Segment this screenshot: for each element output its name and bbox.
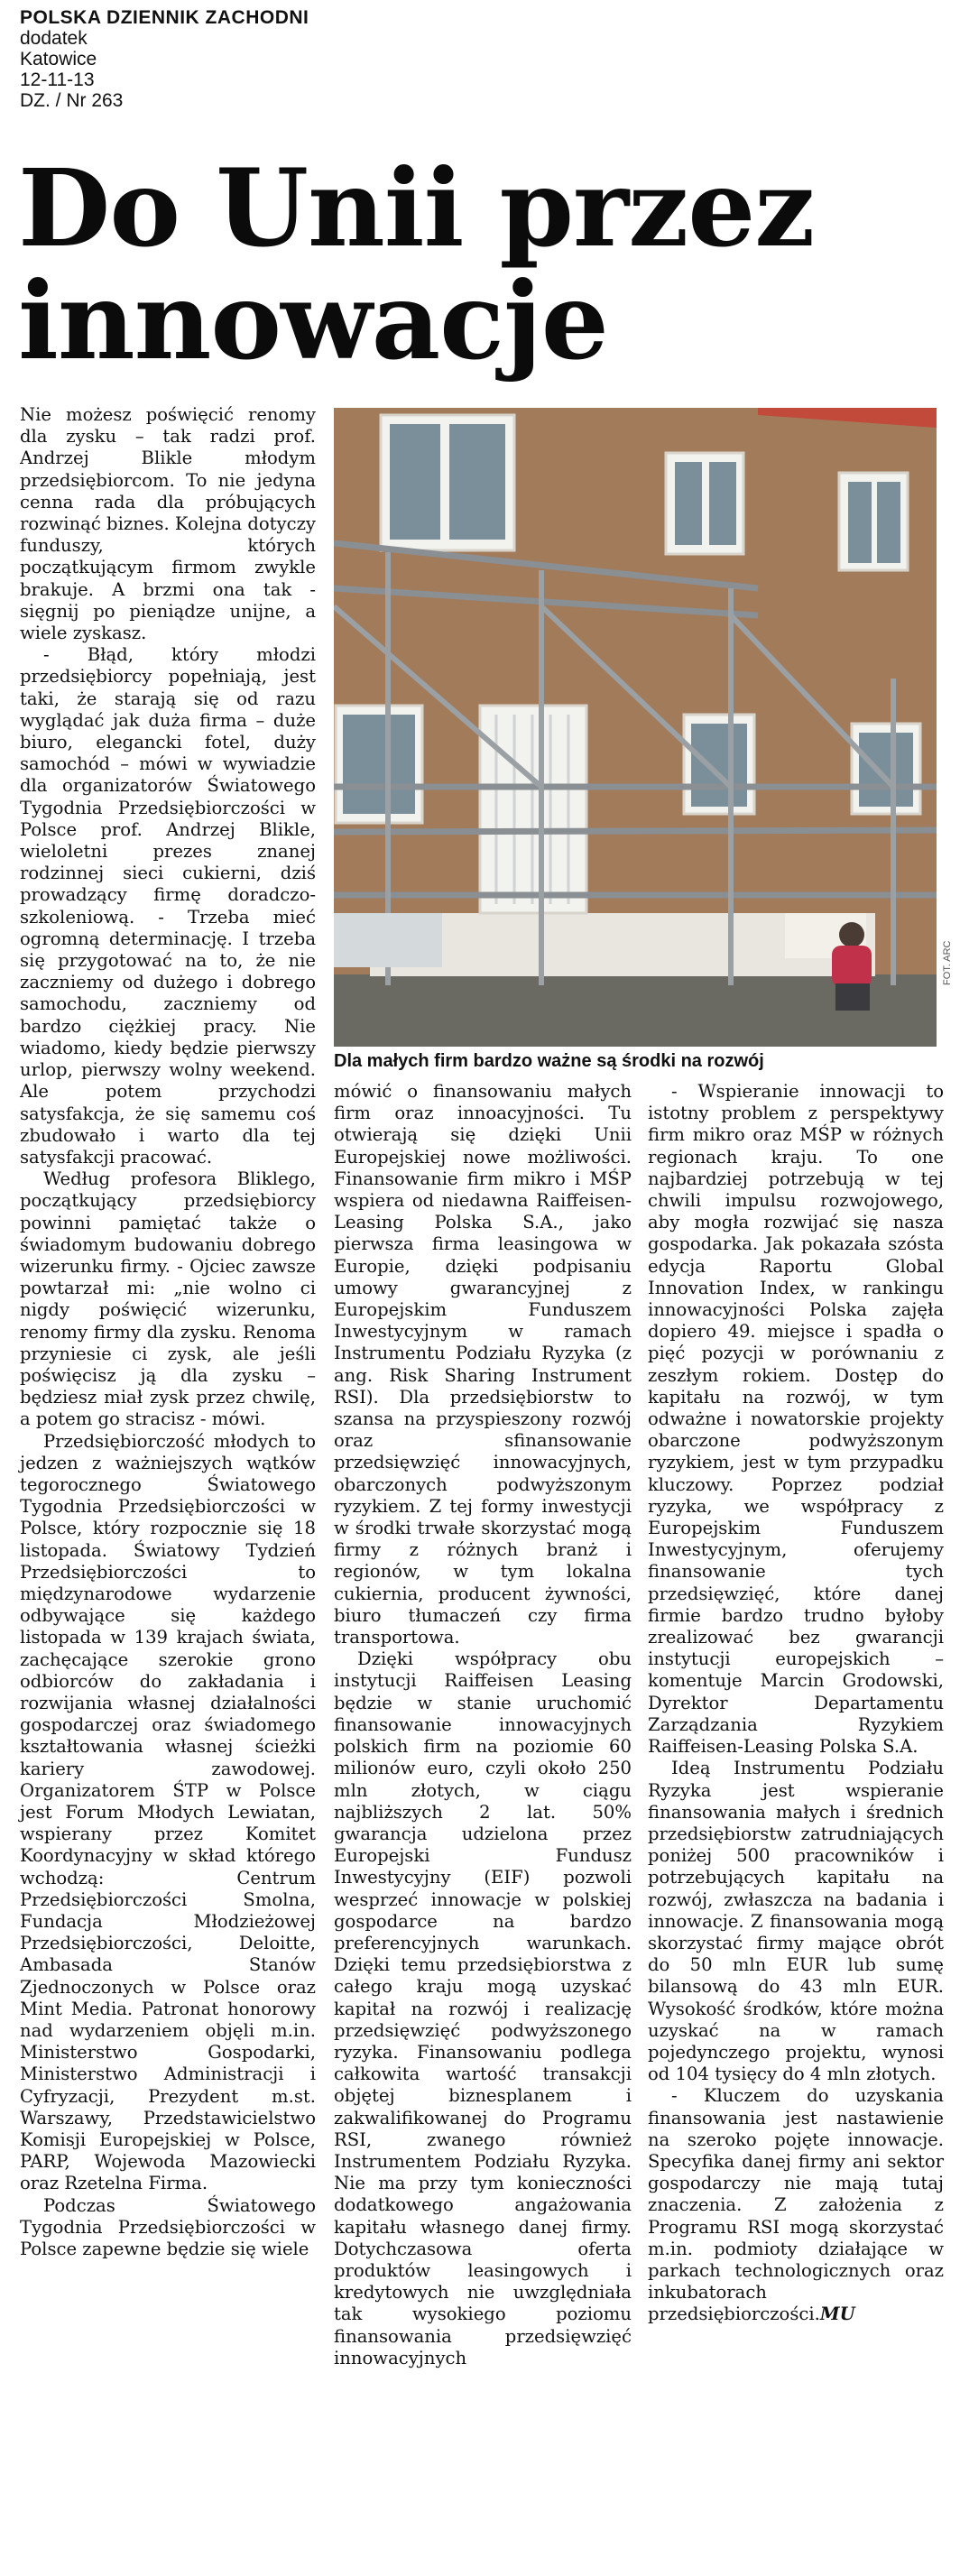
issue-label: DZ. / Nr 263 — [20, 90, 124, 111]
date-label: 12-11-13 — [20, 69, 95, 90]
article-headline: Do Unii przez innowacje — [18, 145, 815, 383]
author-signature: MU — [819, 2304, 855, 2325]
article-column-3 — [648, 1081, 944, 2326]
publication-meta — [20, 7, 309, 111]
paragraph: - Błąd, który młodzi przedsiębiorcy popełniają, jest taki, że starają się od razu wyglądać jak duża firma – duże biuro, elegancki fotel, duży samochód – mówi w wywiadzie dla organizatorów Światowego Tygodnia Przedsiębiorczości w Polsce prof. Andrzej Blikle, wieloletni prezes znanej rodzinnej sieci cukierni, dziś prowadzący firmę doradczo-szkoleniową. - Trzeba mieć ogromną determinację. I trzeba się przygotować na to, że nie zaczniemy od dużego i dobrego samochodu, zaczniemy od bardzo ciężkiej pracy. Nie wiadomo, kiedy będzie pierwszy urlop, pierwszy wolny weekend. Ale potem przychodzi satysfakcja, że się samemu coś zbudowało i warto dla tej satysfakcji pracować. — [20, 644, 316, 1168]
paragraph-text: - Kluczem do uzyskania finansowania jest nastawienie na szeroko pojęte innowacje. Specyfika danej firmy ani sektor gospodarczy nie mają tutaj znaczenia. Z założenia z Programu RSI mogą skorzystać m.in. podmioty działające w parkach technologicznych oraz inkubatorach przedsiębiorczości. — [648, 2085, 944, 2325]
paragraph-with-signature — [648, 2085, 944, 2325]
publication-name: POLSKA DZIENNIK ZACHODNI — [20, 7, 309, 28]
city-label: Katowice — [20, 49, 97, 69]
paragraph: - Wspieranie innowacji to istotny problem z perspektywy firm mikro oraz MŚP w różnych regionach kraju. To one najbardziej potrzebują w tej chwili impulsu rozwojowego, aby mogła rozwijać się nasza gospodarka. Jak pokazała szósta edycja Raportu Global Innovation Index, w rankingu innowacyjności Polska zajęła dopiero 49. miejsce i spadła o pięć pozycji w porównaniu z zeszłym rokiem. Dostęp do kapitału na rozwój, w tym odważne i nowatorskie projekty obarczone podwyższonym ryzykiem, jest w tym przypadku kluczowy. Poprzez podział ryzyka, we współpracy z Europejskim Funduszem Inwestycyjnym, oferujemy finansowanie tych przedsięwzięć, które danej firmie bardzo trudno byłoby zrealizować bez gwarancji instytucji europejskich – komentuje Marcin Grodowski, Dyrektor Departamentu Zarządzania Ryzykiem Raiffeisen-Leasing Polska S.A. — [648, 1081, 944, 1758]
paragraph: Dzięki współpracy obu instytucji Raiffeisen Leasing będzie w stanie uruchomić finansowanie innowacyjnych polskich firm na poziomie 60 milionów euro, czyli około 250 mln złotych, w ciągu najbliższych 2 lat. 50% gwarancja udzielona przez Europejski Fundusz Inwestycyjny (EIF) pozwoli wesprzeć innowacje w polskiej gospodarce na bardzo preferencyjnych warunkach. Dzięki temu przedsiębiorstwa z całego kraju mogą uzyskać kapitał na rozwój i realizację przedsięwzięć podwyższonego ryzyka. Finansowaniu podlega całkowita wartość transakcji objętej biznesplanem i zakwalifikowanej do Programu RSI, zwanego również Instrumentem Podziału Ryzyka. Nie ma przy tym konieczności dodatkowego angażowania kapitału własnego danej firmy. Dotychczasowa oferta produktów leasingowych i kredytowych nie uwzględniała tak wysokiego poziomu finansowania przedsięwzięć innowacyjnych — [334, 1648, 632, 2368]
article-column-2 — [334, 1081, 632, 2369]
article-column-1 — [20, 404, 316, 2260]
photo-caption: Dla małych firm bardzo ważne są środki na rozwój — [334, 1051, 764, 1071]
photo-credit: FOT. ARC — [942, 940, 953, 985]
paragraph: Według profesora Bliklego, początkujący przedsiębiorcy powinni pamiętać także o świadomym budowaniu dobrego wizerunku firmy. - Ojciec zawsze powtarzał mi: „nie wolno ci nigdy poświęcić wizerunku, renomy firmy dla zysku. Renoma przyniesie ci zysk, ale jeśli poświęcisz ją dla zysku – będziesz miał zysk przez chwilę, a potem go stracisz - mówi. — [20, 1168, 316, 1430]
paragraph: mówić o finansowaniu małych firm oraz innoacyjności. Tu otwierają się dzięki Unii Europejskiej nowe możliwości. Finansowanie firm mikro i MŚP wspiera od niedawna Raiffeisen-Leasing Polska S.A., jako pierwsza firma leasingowa w Europie, dzięki podpisaniu umowy gwarancyjnej z Europejskim Funduszem Inwestycyjnym w ramach Instrumentu Podziału Ryzyka (z ang. Risk Sharing Instrument RSI). Dla przedsiębiorstw to szansa na przyspieszony rozwój oraz sfinansowanie przedsięwzięć innowacyjnych, obarczonych podwyższonym ryzykiem. Z tej formy inwestycji w środki trwałe skorzystać mogą firmy z różnych branż i regionów, w tym lokalna cukiernia, producent żywności, biuro tłumaczeń czy firma transportowa. — [334, 1081, 632, 1648]
paragraph: Podczas Światowego Tygodnia Przedsiębiorczości w Polsce zapewne będzie się wiele — [20, 2194, 316, 2260]
paragraph: Przedsiębiorczość młodych to jedzen z ważniejszych wątków tegorocznego Światowego Tygodnia Przedsiębiorczości w Polsce, który rozpocznie się 18 listopada. Światowy Tydzień Przedsiębiorczości to międzynarodowe wydarzenie odbywające się każdego listopada w 139 krajach świata, zachęcające szerokie grono odbiorców do zakładania i rozwijania własnej działalności gospodarczej oraz świadomego kształtowania własnej ścieżki kariery zawodowej. Organizatorem ŚTP w Polsce jest Forum Młodych Lewiatan, wspierany przez Komitet Koordynacyjny w skład którego wchodzą: Centrum Przedsiębiorczości Smolna, Fundacja Młodzieżowej Przedsiębiorczości, Deloitte, Ambasada Stanów Zjednoczonych w Polsce oraz Mint Media. Patronat honorowy nad wydarzeniem objęli m.in. Ministerstwo Gospodarki, Ministerstwo Administracji i Cyfryzacji, Prezydent m.st. Warszawy, Przedstawicielstwo Komisji Europejskiej w Polsce, PARP, Wojewoda Mazowiecki oraz Rzetelna Firma. — [20, 1430, 316, 2194]
building-scaffolding-image — [334, 408, 937, 1047]
paragraph: Nie możesz poświęcić renomy dla zysku – tak radzi prof. Andrzej Blikle młodym przedsiębiorcom. To nie jedyna cenna rada dla próbujących rozwinąć biznes. Kolejna dotyczy funduszy, których początkującym firmom zwykle brakuje. A brzmi ona tak - sięgnij po pieniądze unijne, a wiele zyskasz. — [20, 404, 316, 644]
supplement-label: dodatek — [20, 28, 88, 49]
paragraph: Ideą Instrumentu Podziału Ryzyka jest wspieranie finansowania małych i średnich przedsiębiorstw zatrudniających poniżej 500 pracowników i potrzebujących kapitału na rozwój, zwłaszcza na badania i innowacje. Z finansowania mogą skorzystać firmy mające obrót do 50 mln EUR lub sumę bilansową do 43 mln EUR. Wysokość środków, które można uzyskać na w ramach pojedynczego projektu, wynosi od 104 tysięcy do 4 mln złotych. — [648, 1758, 944, 2085]
article-photo — [334, 408, 937, 1047]
